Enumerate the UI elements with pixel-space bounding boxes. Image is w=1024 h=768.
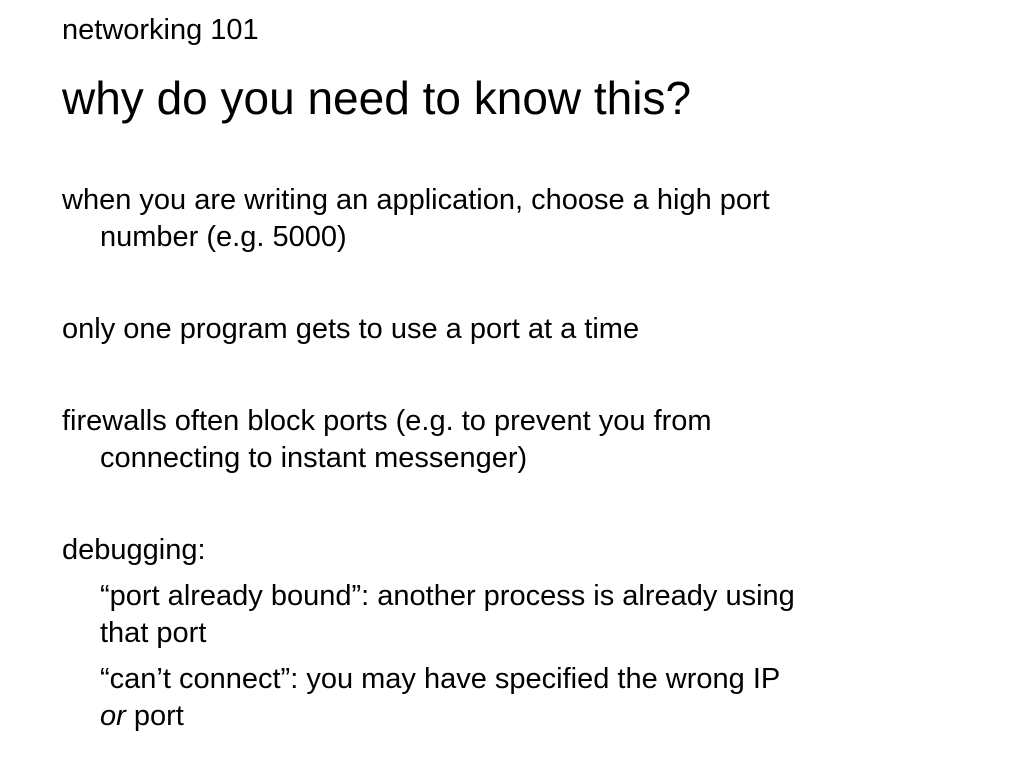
bullet-line: firewalls often block ports (e.g. to prevent you from (62, 405, 712, 437)
bullet-line-continuation: number (e.g. 5000) (100, 221, 347, 253)
sub-bullet-line: “can’t connect”: you may have specified the wrong IP (100, 663, 781, 695)
bullet-line-continuation: connecting to instant messenger) (100, 442, 528, 474)
sub-bullet-line-continuation: that port (100, 617, 207, 649)
sub-bullet-port-bound (100, 578, 980, 652)
sub-bullet-cant-connect (100, 661, 980, 735)
bullet-item-debugging (62, 532, 962, 569)
slide-title: why do you need to know this? (62, 72, 692, 124)
sub-bullet-line-rest: port (125, 700, 184, 732)
italic-emphasis: or (100, 700, 126, 732)
sub-bullet-line: “port already bound”: another process is already using (100, 580, 795, 612)
slide-subtitle: networking 101 (62, 14, 259, 46)
bullet-item-high-port (62, 182, 962, 256)
bullet-item-firewalls (62, 403, 962, 477)
sub-bullet-line-continuation (100, 698, 980, 735)
bullet-line: debugging: (62, 534, 206, 566)
bullet-line: only one program gets to use a port at a time (62, 313, 640, 345)
bullet-item-one-program (62, 311, 962, 348)
bullet-line: when you are writing an application, choose a high port (62, 184, 770, 216)
